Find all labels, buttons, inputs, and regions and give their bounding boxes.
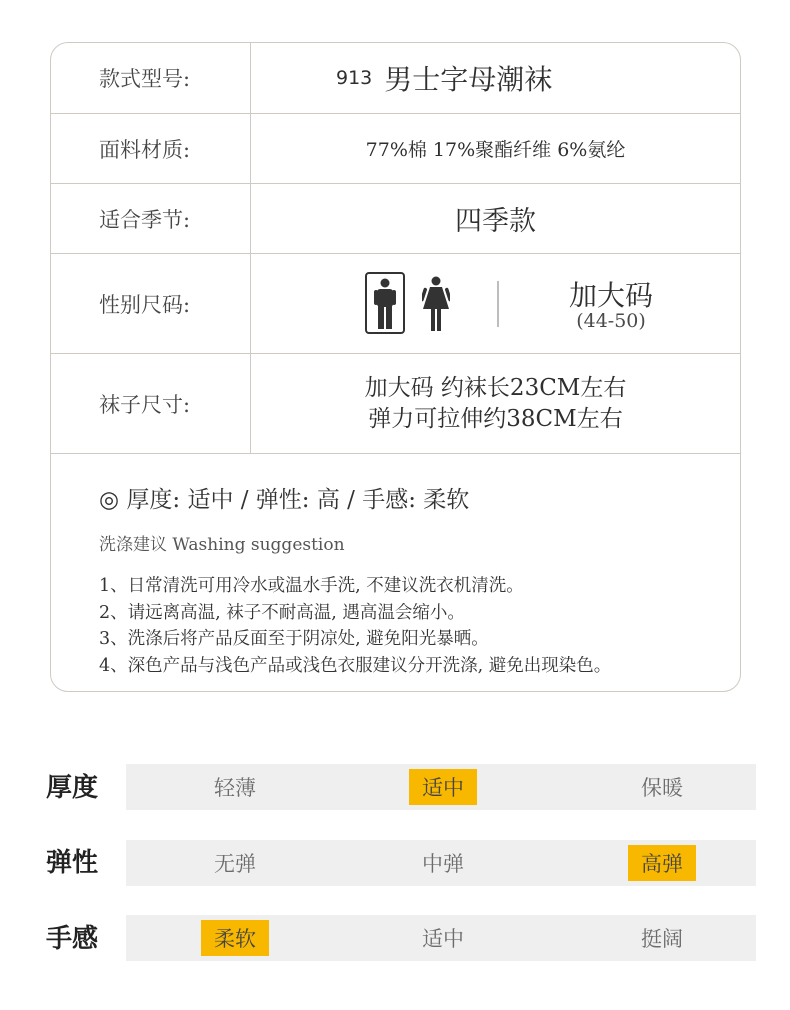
size-label: 性别尺码: — [51, 254, 251, 353]
hand-feel-option: 柔软 — [201, 920, 269, 956]
spec-table — [50, 42, 741, 692]
model-name: 男士字母潮袜 — [384, 63, 553, 96]
elasticity-scale — [126, 840, 756, 886]
material-label: 面料材质: — [51, 114, 251, 183]
model-value — [251, 43, 740, 113]
elasticity-option: 高弹 — [628, 845, 696, 881]
spec-row-material — [51, 114, 740, 184]
wash-item: 2、请远离高温, 袜子不耐高温, 遇高温会缩小。 — [99, 602, 465, 623]
size-value — [251, 254, 740, 353]
elasticity-label: 弹性 — [46, 848, 99, 878]
material-value: 77%棉 17%聚酯纤维 6%氨纶 — [365, 139, 626, 161]
woman-icon — [422, 276, 450, 332]
man-icon — [373, 278, 397, 330]
thickness-option: 适中 — [409, 769, 477, 805]
hand-feel-option: 适中 — [422, 927, 464, 951]
wash-item: 3、洗涤后将产品反面至于阴凉处, 避免阳光暴晒。 — [99, 629, 489, 649]
properties-summary: ◎ 厚度: 适中 / 弹性: 高 / 手感: 柔软 — [99, 487, 470, 513]
thickness-scale — [126, 764, 756, 810]
size-divider — [497, 281, 499, 327]
wash-item: 4、深色产品与浅色产品或浅色衣服建议分开洗涤, 避免出现染色。 — [99, 655, 612, 676]
spec-row-model — [51, 43, 740, 114]
spec-row-size — [51, 254, 740, 354]
thickness-label: 厚度 — [46, 773, 99, 803]
thickness-option: 保暖 — [641, 776, 683, 800]
spec-row-sock-size — [51, 354, 740, 454]
sock-size-line1: 加大码 约袜长23CM左右 — [364, 374, 627, 401]
wash-title: 洗涤建议 Washing suggestion — [99, 535, 345, 555]
elasticity-option: 中弹 — [422, 852, 464, 876]
size-main: 加大码 — [568, 279, 653, 312]
hand-feel-scale — [126, 915, 756, 961]
sock-size-label: 袜子尺寸: — [51, 354, 251, 453]
thickness-option: 轻薄 — [214, 776, 256, 800]
season-label: 适合季节: — [51, 184, 251, 253]
spec-row-season — [51, 184, 740, 254]
sock-size-value — [251, 354, 740, 453]
model-label: 款式型号: — [51, 43, 251, 113]
elasticity-option: 无弹 — [214, 852, 256, 876]
size-range: (44-50) — [576, 310, 646, 332]
wash-item: 1、日常清洗可用冷水或温水手洗, 不建议洗衣机清洗。 — [99, 576, 524, 596]
hand-feel-option: 挺阔 — [641, 927, 683, 951]
wash-list — [99, 573, 611, 679]
sock-size-line2: 弹力可拉伸约38CM左右 — [368, 405, 623, 432]
hand-feel-label: 手感 — [46, 924, 99, 954]
model-number: 913 — [336, 67, 373, 89]
man-icon-box — [365, 272, 405, 334]
season-value: 四季款 — [455, 206, 536, 237]
